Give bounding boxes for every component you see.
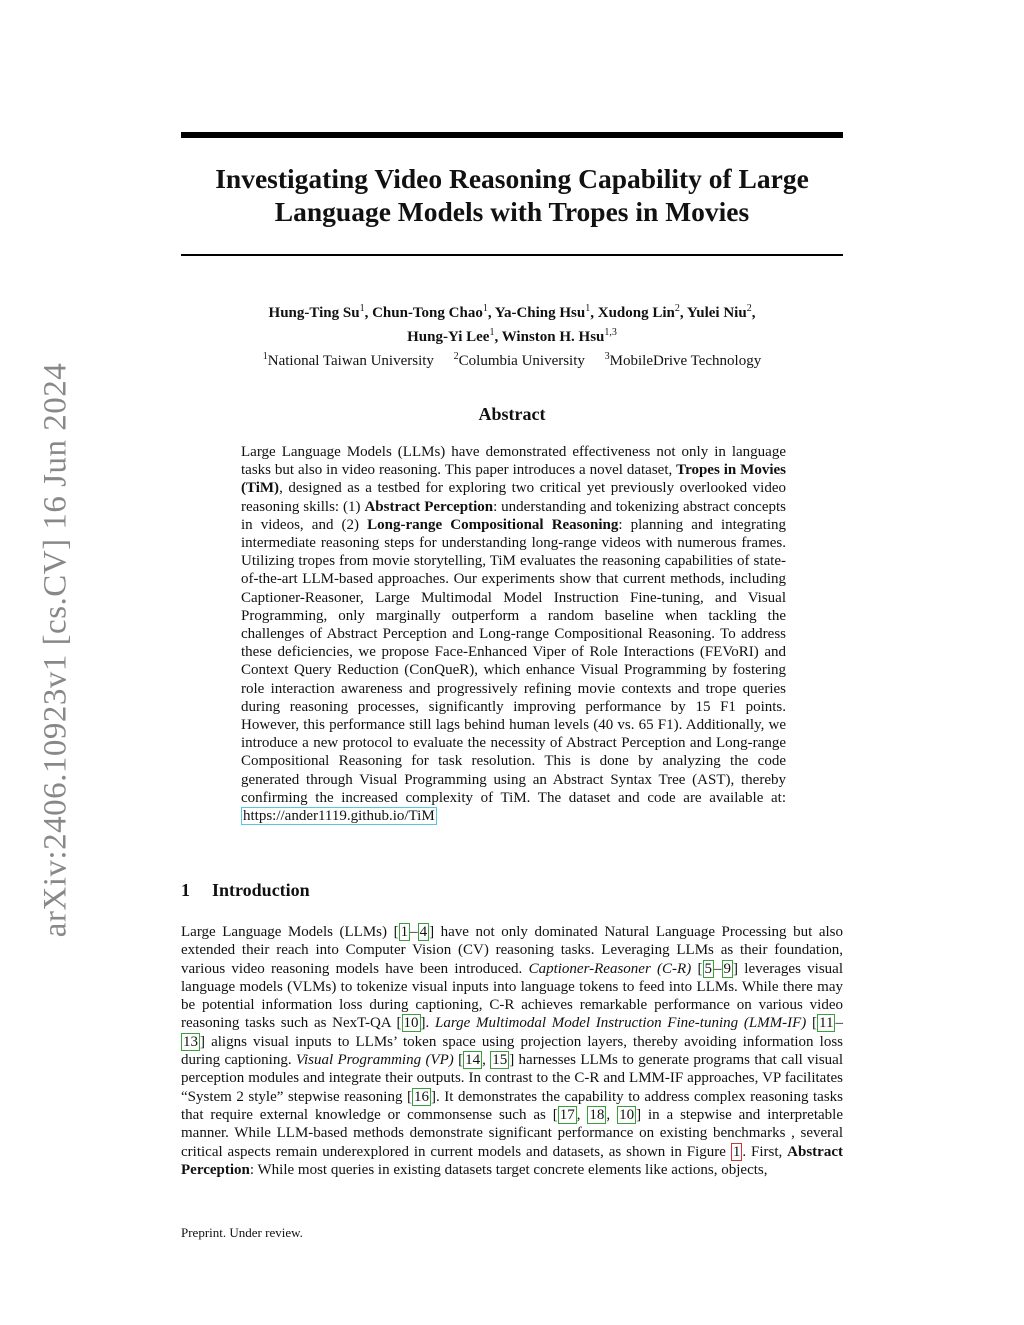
citation-link[interactable]: 1 (400, 924, 409, 940)
intro-text: – (835, 1015, 843, 1032)
intro-text: , (606, 1106, 618, 1123)
affiliation-mark: 2 (453, 351, 459, 362)
citation-link[interactable]: 15 (492, 1052, 508, 1069)
intro-text: , (482, 1052, 491, 1069)
intro-text: , (576, 1106, 588, 1123)
intro-text: ]. It demonstrates the capability to address complex reasoning tasks that require external knowledge or commonsense such as [ (181, 1088, 844, 1123)
abstract-text: , designed as a testbed for exploring two critical yet previously overlooked video reasoning skills: (1) (241, 480, 786, 515)
title-line-1: Investigating Video Reasoning Capability of Large (215, 163, 809, 194)
intro-text: [ (806, 1015, 818, 1032)
affiliation-name: National Taiwan University (267, 353, 434, 369)
citation-link[interactable]: 18 (589, 1106, 605, 1123)
author-separator: , (487, 305, 495, 321)
author-affil-mark: 1,3 (604, 327, 617, 338)
abstract-text: Large Language Models (LLMs) have demonstrated effectiveness not only in language tasks but also in video reasoning. This paper introduces a novel dataset, (241, 444, 786, 479)
figure-link[interactable]: 1 (732, 1143, 741, 1160)
affiliation-mark: 1 (262, 351, 268, 362)
abstract-text: : understanding and tokenizing abstract concepts in videos, and (2) (241, 498, 786, 533)
title-rule-bottom (181, 254, 843, 256)
intro-text: ] harnesses LLMs to generate programs that call visual perception modules and integrate their outputs. In contrast to the C-R and LMM-IF approaches, VP facilitates “System 2 style” stepwise reasoning [ (181, 1052, 844, 1105)
dataset-link[interactable]: https://ander1119.github.io/TiM (243, 808, 435, 825)
paper-title (181, 162, 843, 228)
intro-text: Large Language Models (LLMs) [ (181, 924, 399, 940)
intro-italic: Visual Programming (VP) (295, 1052, 454, 1069)
intro-text: – (410, 924, 418, 940)
citation-link[interactable]: 9 (723, 960, 731, 977)
abstract-body (241, 443, 786, 825)
abstract-bold: Tropes in Movies (TiM) (241, 462, 786, 497)
intro-bold: Abstract Perception (181, 1143, 843, 1178)
author-affil-mark: 1 (489, 327, 495, 338)
abstract-bold: Long-range Compositional Reasoning (367, 516, 619, 533)
author-separator: , (364, 305, 373, 321)
author-affil-mark: 1 (585, 303, 591, 314)
arxiv-id-text: arXiv:2406.10923v1 [cs.CV] 16 Jun 2024 (37, 362, 74, 938)
intro-text: – (714, 960, 722, 977)
intro-italic: Large Multimodal Model Instruction Fine-tuning (LMM-IF) (434, 1015, 807, 1032)
affiliation-name: Columbia University (458, 353, 585, 369)
author-affil-mark: 2 (746, 303, 752, 314)
author-name: Winston H. Hsu (501, 329, 605, 345)
affiliation-mark: 3 (604, 351, 610, 362)
author-separator: , (590, 305, 598, 321)
affiliation (263, 353, 434, 369)
author-names-line-2 (181, 323, 843, 347)
section-number: 1 (181, 880, 190, 900)
intro-text: ] have not only dominated Natural Language Processing but also extended their reach into Computer Vision (CV) reasoning tasks. Leveraging LLMs as their foundation, various video reasoning models have been introduced. (181, 924, 843, 977)
author-affil-mark: 1 (359, 303, 365, 314)
author-block (181, 299, 843, 371)
author-name: Hung-Yi Lee (407, 329, 490, 345)
intro-text: ] leverages visual language models (VLMs) to tokenize visual inputs into language tokens to feed into LLMs. While there may be potential information loss during captioning, C-R achieves remarkable performance on various video reasoning tasks such as NexT-QA [ (181, 960, 844, 1032)
citation-link[interactable]: 10 (619, 1106, 635, 1123)
introduction-paragraph (181, 923, 843, 1179)
citation-link[interactable]: 5 (704, 960, 712, 977)
author-separator: , (494, 329, 502, 345)
intro-italic: Captioner-Reasoner (C-R) (528, 960, 692, 977)
arxiv-identifier (26, 355, 86, 945)
intro-text: [ (691, 960, 703, 977)
intro-text: . First, (742, 1143, 788, 1160)
citation-link[interactable]: 17 (559, 1106, 575, 1123)
intro-text: ] aligns visual inputs to LLMs’ token space using projection layers, thereby avoiding information loss during captioning. (181, 1033, 843, 1069)
author-name: Xudong Lin (597, 305, 675, 321)
citation-link[interactable]: 16 (414, 1088, 429, 1105)
author-name: Hung-Ting Su (268, 305, 360, 321)
intro-text: [ (453, 1052, 464, 1069)
citation-link[interactable]: 13 (183, 1033, 198, 1050)
section-title-text: Introduction (212, 880, 310, 900)
affiliation (605, 353, 762, 369)
intro-text: ]. (420, 1015, 435, 1032)
footer-note: Preprint. Under review. (181, 1225, 303, 1240)
abstract-bold: Abstract Perception (364, 498, 494, 515)
affiliation-name: MobileDrive Technology (609, 353, 762, 369)
citation-link[interactable]: 10 (403, 1015, 419, 1032)
author-name: Ya-Ching Hsu (494, 305, 586, 321)
author-affil-mark: 2 (674, 303, 680, 314)
title-line-2: Language Models with Tropes in Movies (274, 196, 750, 227)
author-separator: , (751, 305, 756, 321)
abstract-heading: Abstract (478, 404, 546, 424)
author-separator: , (679, 305, 687, 321)
citation-link[interactable]: 4 (419, 924, 428, 940)
author-affil-mark: 1 (482, 303, 488, 314)
title-rule-top (181, 132, 843, 138)
author-names-line-1 (181, 299, 843, 323)
intro-text: : While most queries in existing datasets target concrete elements like actions, objects, (249, 1161, 768, 1178)
section-heading-introduction (181, 880, 310, 901)
author-name: Chun-Tong Chao (372, 305, 483, 321)
affiliations (181, 347, 843, 371)
author-name: Yulei Niu (686, 305, 747, 321)
citation-link[interactable]: 11 (819, 1015, 834, 1032)
affiliation (454, 353, 585, 369)
citation-link[interactable]: 14 (465, 1052, 481, 1069)
intro-text: ] in a stepwise and interpretable manner. While LLM-based methods demonstrate significant performance on existing benchmarks , several critical aspects remain underexplored in current models and datasets, as shown in Figure (181, 1106, 843, 1160)
abstract-text: : planning and integrating intermediate reasoning steps for understanding long-range videos with numerous frames. Utilizing tropes from movie storytelling, TiM evaluates the reasoning capabilities of state-of-the-art LLM-based approaches. Our experiments show that current methods, including Captioner-Reasoner, Large Multimodal Model Instruction Fine-tuning, and Visual Programming, only marginally outperform a random baseline when tackling the challenges of Abstract Perception and Long-range Compositional Reasoning. To address these deficiencies, we propose Face-Enhanced Viper of Role Interactions (FEVoRI) and Context Query Reduction (ConQueR), which enhance Visual Programming by fostering role interaction awareness and progressively refining movie contexts and trope queries during reasoning processes, significantly improving performance by 15 F1 points. However, this performance still lags behind human levels (40 vs. 65 F1). Additionally, we introduce a new protocol to evaluate the necessity of Abstract Perception and Long-range Compositional Reasoning for task resolution. This is done by analyzing the code generated through Visual Programming using an Abstract Syntax Tree (AST), thereby confirming the increased complexity of TiM. The dataset and code are available at: (241, 516, 786, 806)
